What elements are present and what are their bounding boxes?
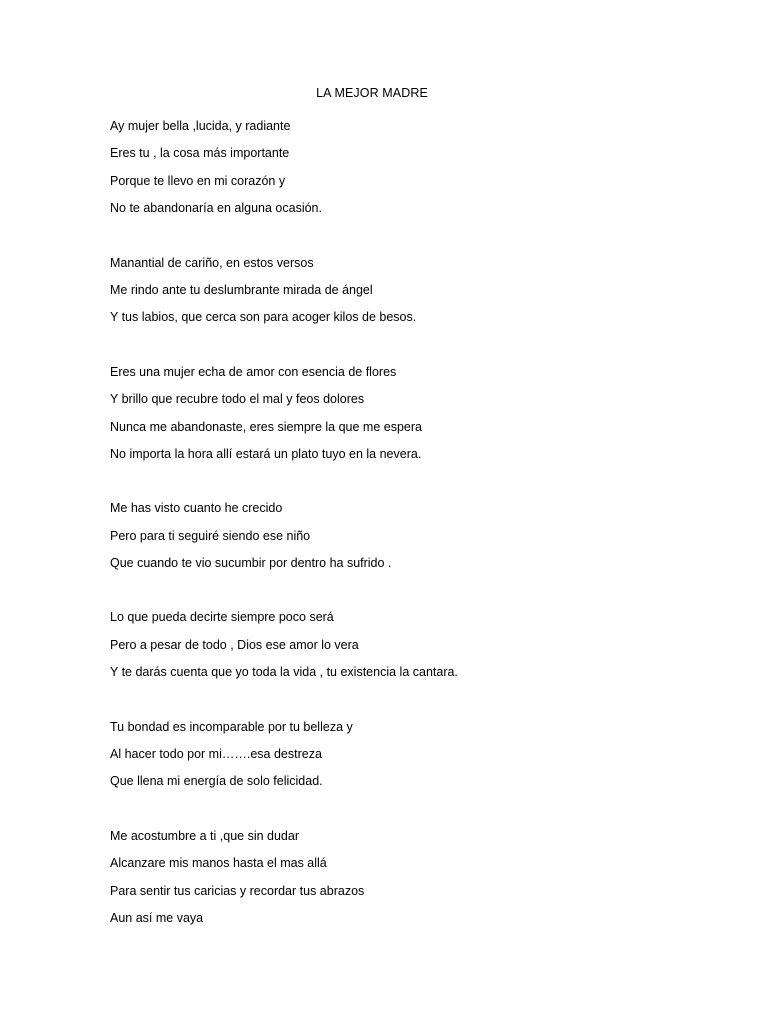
poem-line: Manantial de cariño, en estos versos [110, 255, 314, 270]
poem-line: Que llena mi energía de solo felicidad. [110, 774, 323, 789]
poem-line: Eres tu , la cosa más importante [110, 146, 290, 161]
poem-line: Alcanzare mis manos hasta el mas allá [110, 856, 327, 871]
poem-line: Aun así me vaya [110, 910, 204, 925]
poem-line: Ay mujer bella ,lucida, y radiante [110, 119, 291, 133]
poem-line: Pero a pesar de todo , Dios ese amor lo vera [110, 637, 359, 652]
stanza-7 [110, 823, 730, 933]
stanza-6 [110, 714, 730, 796]
poem-line: Y tus labios, que cerca son para acoger kilos de besos. [110, 310, 417, 325]
poem-line: Nunca me abandonaste, eres siempre la que me espera [110, 419, 422, 434]
stanza-1 [110, 113, 730, 223]
poem-line: Lo que pueda decirte siempre poco será [110, 610, 334, 625]
poem-line: No te abandonaría en alguna ocasión. [110, 201, 322, 216]
poem-line: Tu bondad es incomparable por tu belleza y [110, 719, 353, 734]
poem-line: Porque te llevo en mi corazón y [110, 173, 286, 188]
stanza-4 [110, 495, 730, 577]
poem-line: Eres una mujer echa de amor con esencia de flores [110, 364, 397, 379]
poem-line: Que cuando te vio sucumbir por dentro ha sufrido . [110, 556, 392, 571]
stanza-2 [110, 250, 730, 332]
stanza-3 [110, 359, 730, 469]
poem-line: Pero para ti seguiré siendo ese niño [110, 528, 311, 543]
poem-line: Me rindo ante tu deslumbrante mirada de ángel [110, 282, 373, 297]
poem-line: Para sentir tus caricias y recordar tus abrazos [110, 883, 365, 898]
poem-line: Me acostumbre a ti ,que sin dudar [110, 828, 299, 843]
poem-line: Al hacer todo por mi…….esa destreza [110, 747, 322, 762]
poem-line: No importa la hora allí estará un plato tuyo en la nevera. [110, 446, 422, 461]
poem-line: Y te darás cuenta que yo toda la vida , tu existencia la cantara. [110, 665, 458, 680]
poem-title: LA MEJOR MADRE [316, 86, 428, 100]
stanza-5 [110, 604, 730, 686]
poem-line: Y brillo que recubre todo el mal y feos dolores [110, 392, 365, 407]
poem-body [110, 113, 730, 959]
poem-line: Me has visto cuanto he crecido [110, 501, 283, 516]
